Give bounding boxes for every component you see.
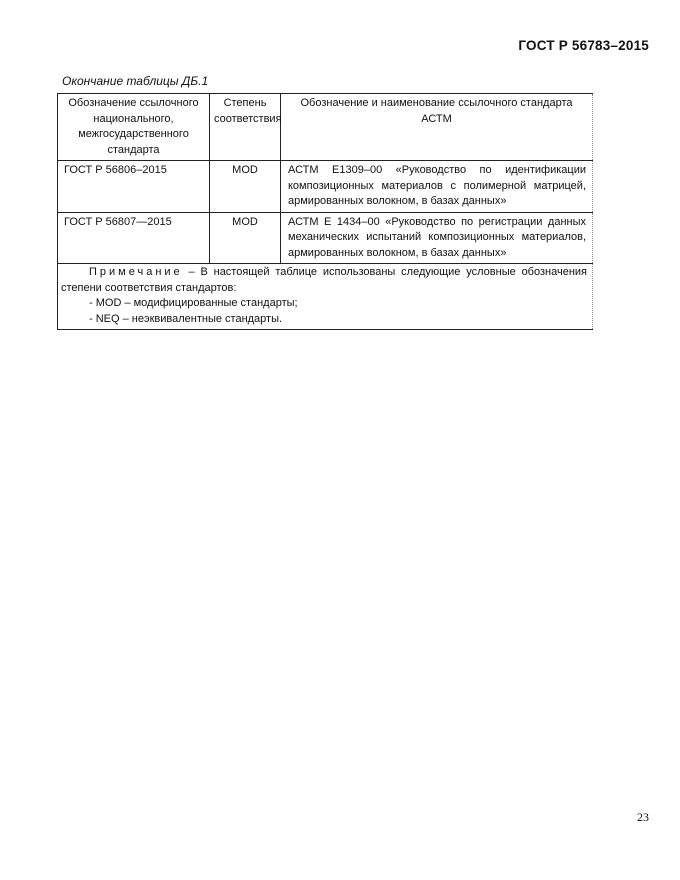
table-row [58, 161, 593, 213]
table-note [58, 264, 593, 330]
note-text: – В настоящей таблице использованы следующие условные обозначения степени соответствия стандартов: [61, 266, 587, 294]
table-caption: Окончание таблицы ДБ.1 [62, 74, 209, 88]
table-row [58, 212, 593, 264]
cell-gost-designation: ГОСТ Р 56806–2015 [58, 161, 210, 213]
cell-correspondence-degree: MOD [210, 161, 281, 213]
cell-astm-standard: АСТМ Е 1434–00 «Руководство по регистрации данных механических испытаний композиционных материалов, армированных волокном, в базах данных» [281, 212, 593, 264]
table-note-row [58, 264, 593, 330]
cell-gost-designation: ГОСТ Р 56807—2015 [58, 212, 210, 264]
note-label: Примечание [89, 266, 183, 278]
note-list-item: - MOD – модифицированные стандарты; [89, 297, 298, 309]
note-list-item: - NEQ – неэквивалентные стандарты. [89, 312, 283, 325]
document-header: ГОСТ Р 56783–2015 [518, 38, 649, 53]
reference-standards-table [57, 93, 593, 330]
column-header-degree: Степень соответствия [210, 94, 281, 161]
column-header-gost: Обозначение ссылочного национального, межгосударственного стандарта [58, 94, 210, 161]
column-header-astm: Обозначение и наименование ссылочного стандарта АСТМ [281, 94, 593, 161]
table-header-row [58, 94, 593, 161]
cell-astm-standard: АСТМ Е1309–00 «Руководство по идентификации композиционных материалов с полимерной матрицей, армированных волокном, в базах данных» [281, 161, 593, 213]
cell-correspondence-degree: MOD [210, 212, 281, 264]
page-number: 23 [637, 810, 649, 824]
note-paragraph [61, 265, 587, 296]
